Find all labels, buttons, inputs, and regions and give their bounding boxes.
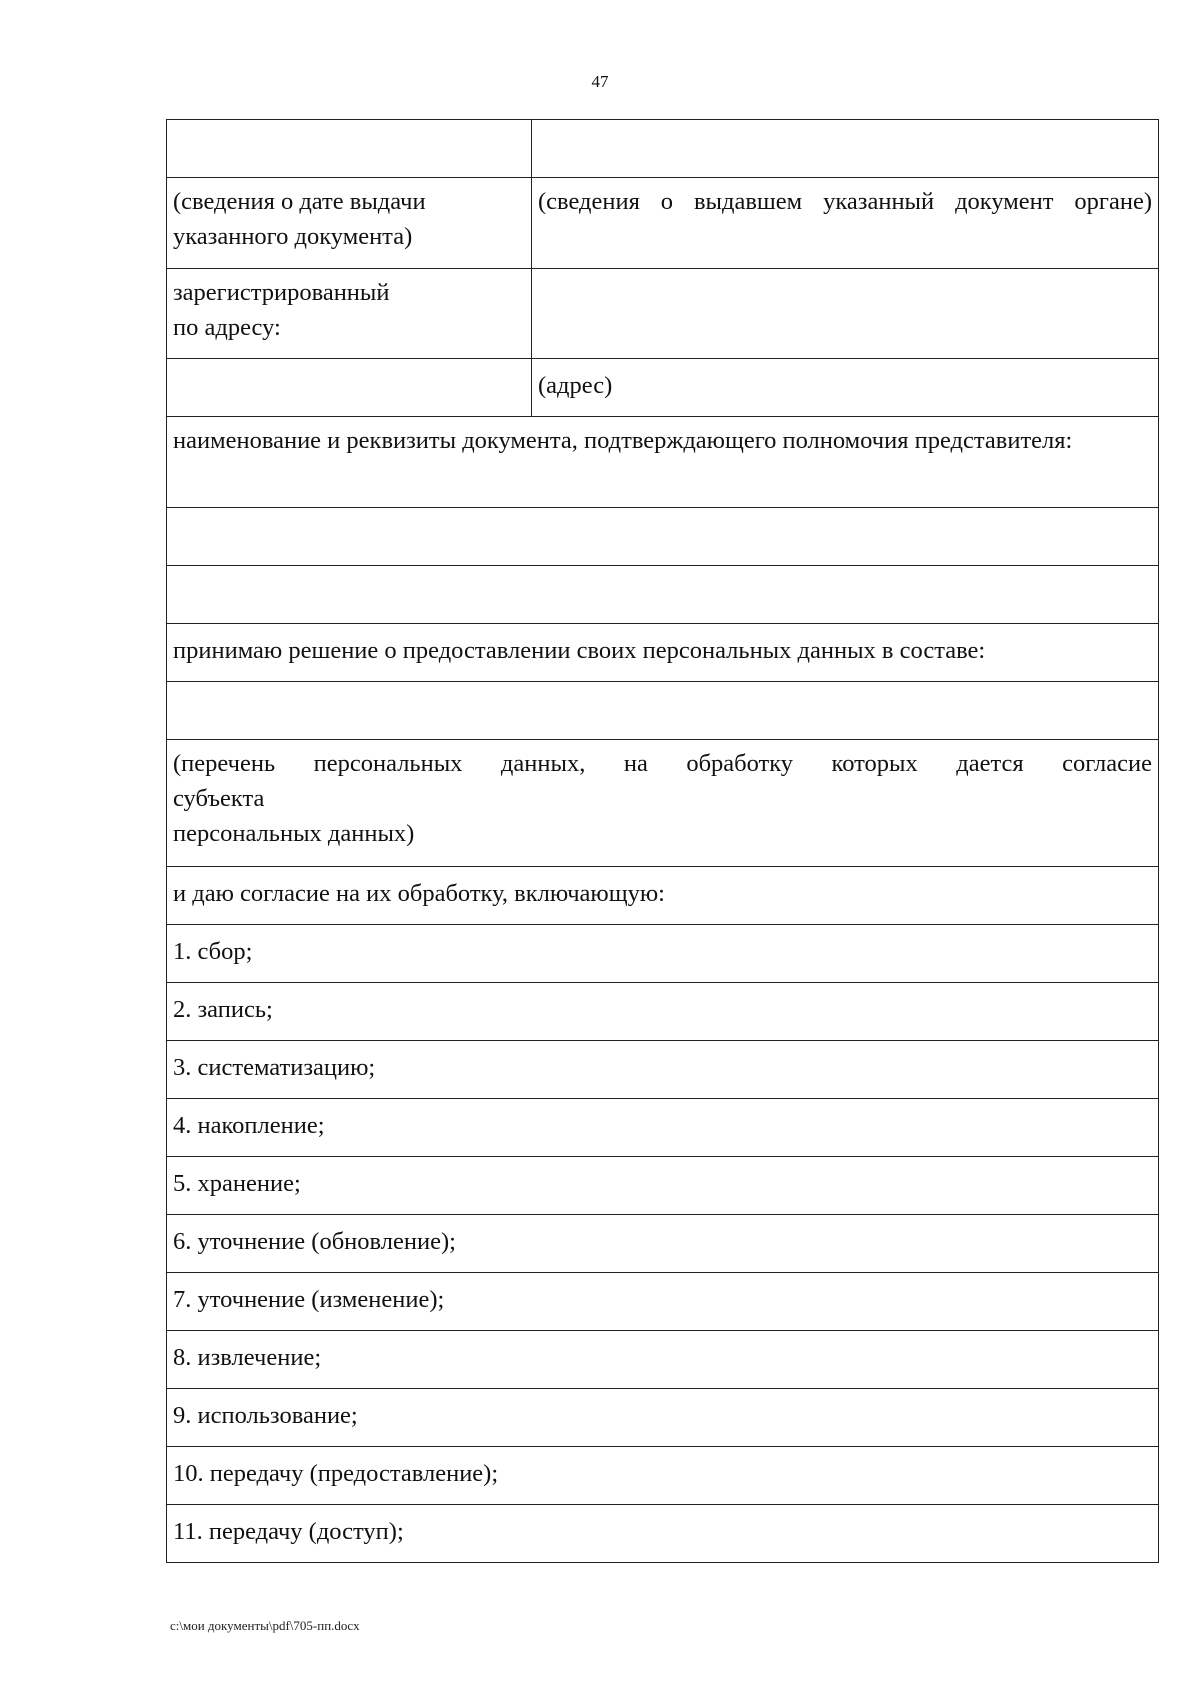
footer-file-path: c:\мои документы\pdf\705-пп.docx <box>170 1618 360 1633</box>
registered-address-field[interactable] <box>532 269 1159 359</box>
table-row <box>167 1099 1159 1157</box>
processing-item: 2. запись; <box>167 983 1159 1041</box>
table-row <box>167 269 1159 359</box>
processing-item: 5. хранение; <box>167 1157 1159 1215</box>
table-row <box>167 983 1159 1041</box>
table-row <box>167 359 1159 417</box>
table-row <box>167 120 1159 178</box>
decision-text: принимаю решение о предоставлении своих персональных данных в составе: <box>167 624 1159 682</box>
table-row <box>167 682 1159 740</box>
processing-item: 10. передачу (предоставление); <box>167 1447 1159 1505</box>
caption-line: субъекта <box>173 785 265 812</box>
issuer-caption-text: (сведения о выдавшем указанный документ органе) <box>538 188 1152 215</box>
consent-form-table <box>166 119 1159 1563</box>
registered-address-label: зарегистрированный по адресу: <box>167 269 532 359</box>
authority-document-field-2[interactable] <box>167 566 1159 624</box>
address-caption: (адрес) <box>532 359 1159 417</box>
processing-item: 1. сбор; <box>167 925 1159 983</box>
consent-text: и даю согласие на их обработку, включающую: <box>167 867 1159 925</box>
table-row <box>167 867 1159 925</box>
table-row <box>167 1041 1159 1099</box>
personal-data-field[interactable] <box>167 682 1159 740</box>
processing-item: 4. накопление; <box>167 1099 1159 1157</box>
authority-document-label: наименование и реквизиты документа, подтверждающего полномочия представителя: <box>167 417 1159 508</box>
table-row <box>167 1447 1159 1505</box>
table-row <box>167 1273 1159 1331</box>
issuer-caption <box>532 178 1159 269</box>
document-number-field[interactable] <box>167 120 532 178</box>
personal-data-caption <box>167 740 1159 867</box>
processing-item: 9. использование; <box>167 1389 1159 1447</box>
processing-items-list <box>167 925 1159 1563</box>
authority-document-field-1[interactable] <box>167 508 1159 566</box>
processing-item: 6. уточнение (обновление); <box>167 1215 1159 1273</box>
personal-data-caption-text <box>173 746 1152 851</box>
processing-item: 3. систематизацию; <box>167 1041 1159 1099</box>
processing-item: 11. передачу (доступ); <box>167 1505 1159 1563</box>
table-row <box>167 1157 1159 1215</box>
table-row <box>167 508 1159 566</box>
caption-line: персональных данных) <box>173 820 415 847</box>
table-row <box>167 1505 1159 1563</box>
processing-item: 8. извлечение; <box>167 1331 1159 1389</box>
table-row <box>167 178 1159 269</box>
document-series-field[interactable] <box>532 120 1159 178</box>
table-row <box>167 566 1159 624</box>
address-left-cell <box>167 359 532 417</box>
table-row <box>167 1389 1159 1447</box>
processing-item: 7. уточнение (изменение); <box>167 1273 1159 1331</box>
table-row <box>167 624 1159 682</box>
table-row <box>167 1331 1159 1389</box>
table-row <box>167 740 1159 867</box>
table-row <box>167 1215 1159 1273</box>
table-row <box>167 925 1159 983</box>
issue-date-caption: (сведения о дате выдачи указанного документа) <box>167 178 532 269</box>
caption-line: (перечень персональных данных, на обработку которых дается согласие <box>173 750 1152 777</box>
page-number: 47 <box>591 72 609 91</box>
table-row <box>167 417 1159 508</box>
